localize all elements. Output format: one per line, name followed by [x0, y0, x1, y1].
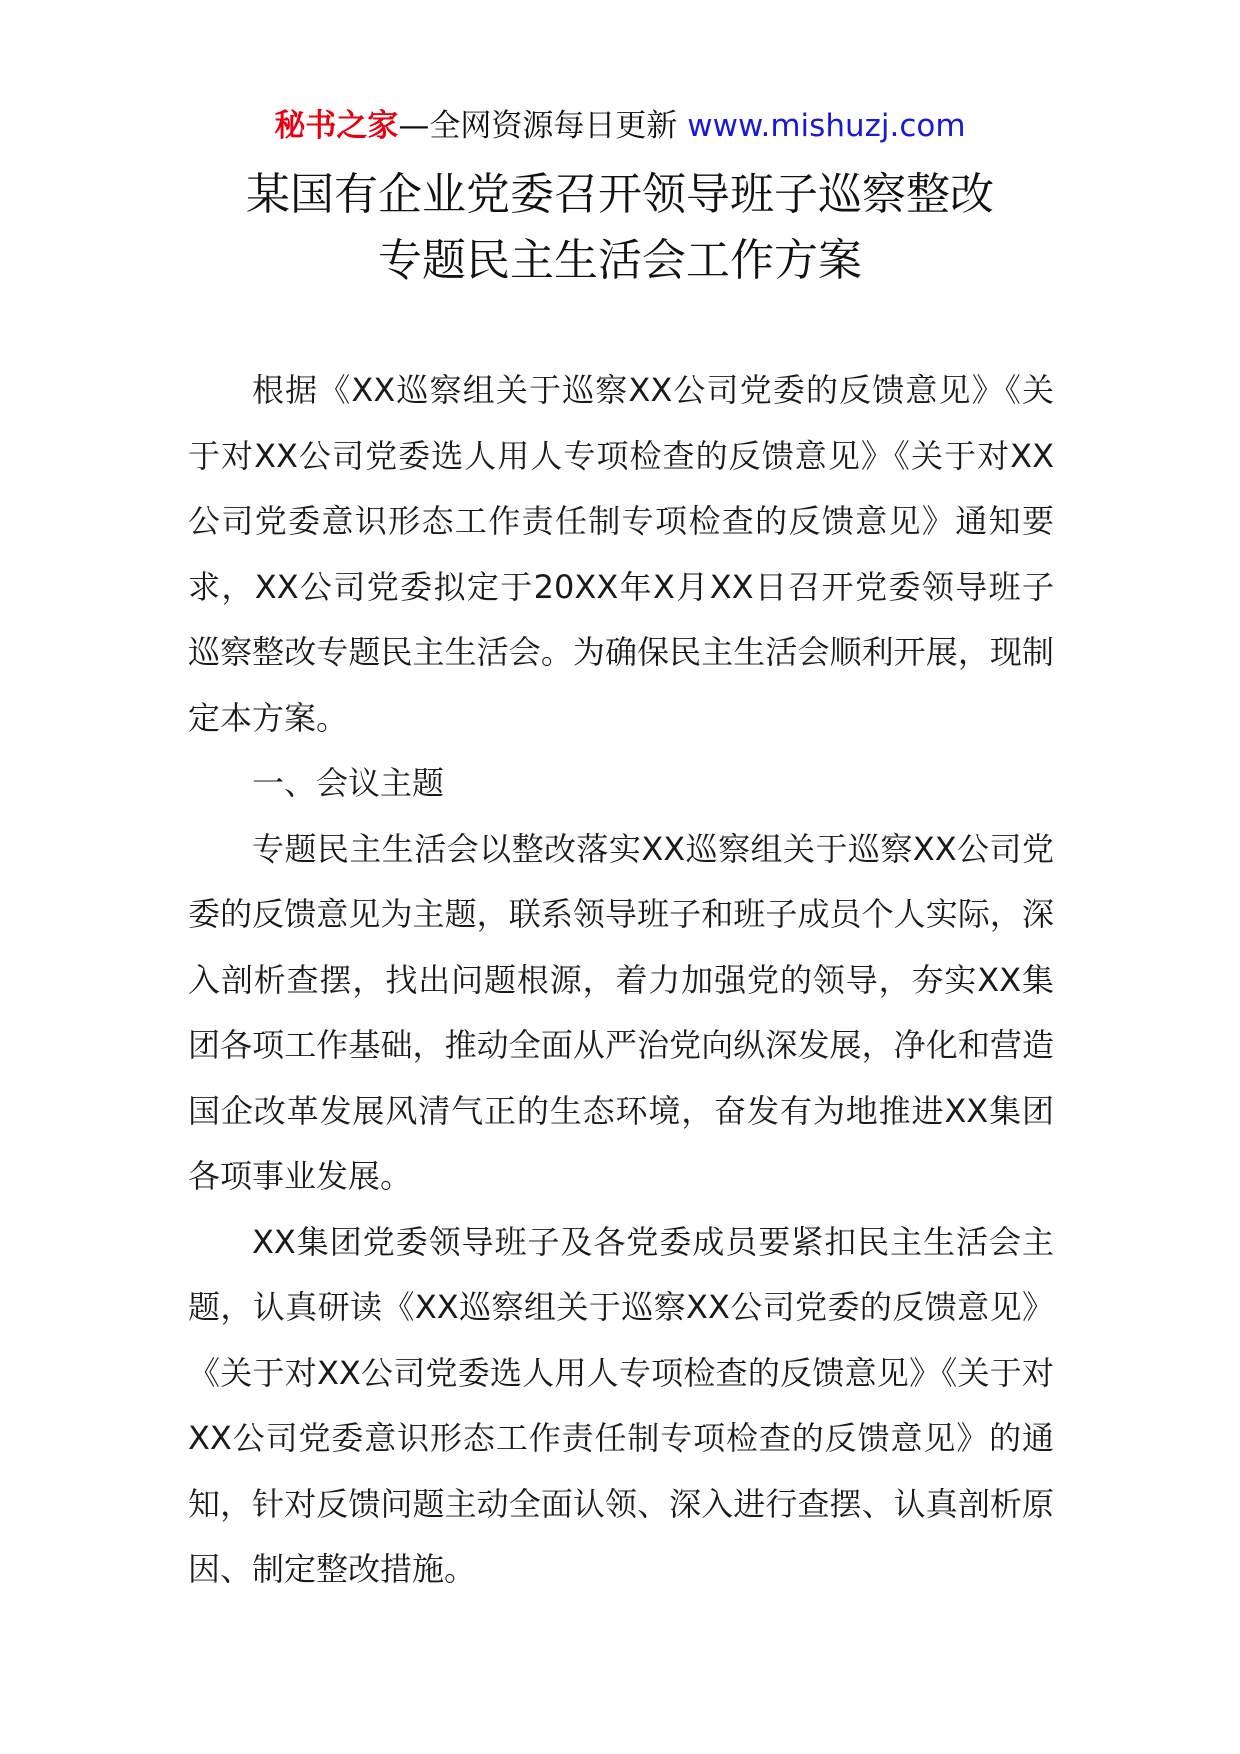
site-banner: [0, 104, 1240, 148]
document-body: [188, 358, 1054, 1603]
title-line-1: 某国有企业党委召开领导班子巡察整改: [246, 169, 994, 220]
section-heading-meeting-theme: 一、会议主题: [252, 764, 445, 802]
paragraph-theme: 专题民主生活会以整改落实XX巡察组关于巡察XX公司党委的反馈意见为主题，联系领导班子和班子成员个人实际，深入剖析查摆，找出问题根源，着力加强党的领导，夯实XX集团各项工作基础，推动全面从严治党向纵深发展，净化和营造国企改革发展风清气正的生态环境，奋发有为地推进XX集团各项事业发展。: [188, 829, 1054, 1195]
document-title: [0, 162, 1240, 294]
paragraph-intro: 根据《XX巡察组关于巡察XX公司党委的反馈意见》《关于对XX公司党委选人用人专项检查的反馈意见》《关于对XX公司党委意识形态工作责任制专项检查的反馈意见》通知要求，XX公司党委拟定于20XX年X月XX日召开党委领导班子巡察整改专题民主生活会。为确保民主生活会顺利开展，现制定本方案。: [188, 371, 1054, 737]
paragraph-requirements: XX集团党委领导班子及各党委成员要紧扣民主生活会主题，认真研读《XX巡察组关于巡察XX公司党委的反馈意见》《关于对XX公司党委选人用人专项检查的反馈意见》《关于对XX公司党委意识形态工作责任制专项检查的反馈意见》的通知，针对反馈问题主动全面认领、深入进行查摆、认真剖析原因、制定整改措施。: [188, 1222, 1054, 1588]
banner-slogan: —全网资源每日更新: [398, 108, 678, 144]
banner-brand: 秘书之家: [274, 108, 399, 144]
banner-url-link[interactable]: www.mishuzj.com: [687, 108, 966, 144]
title-line-2: 专题民主生活会工作方案: [378, 235, 862, 286]
